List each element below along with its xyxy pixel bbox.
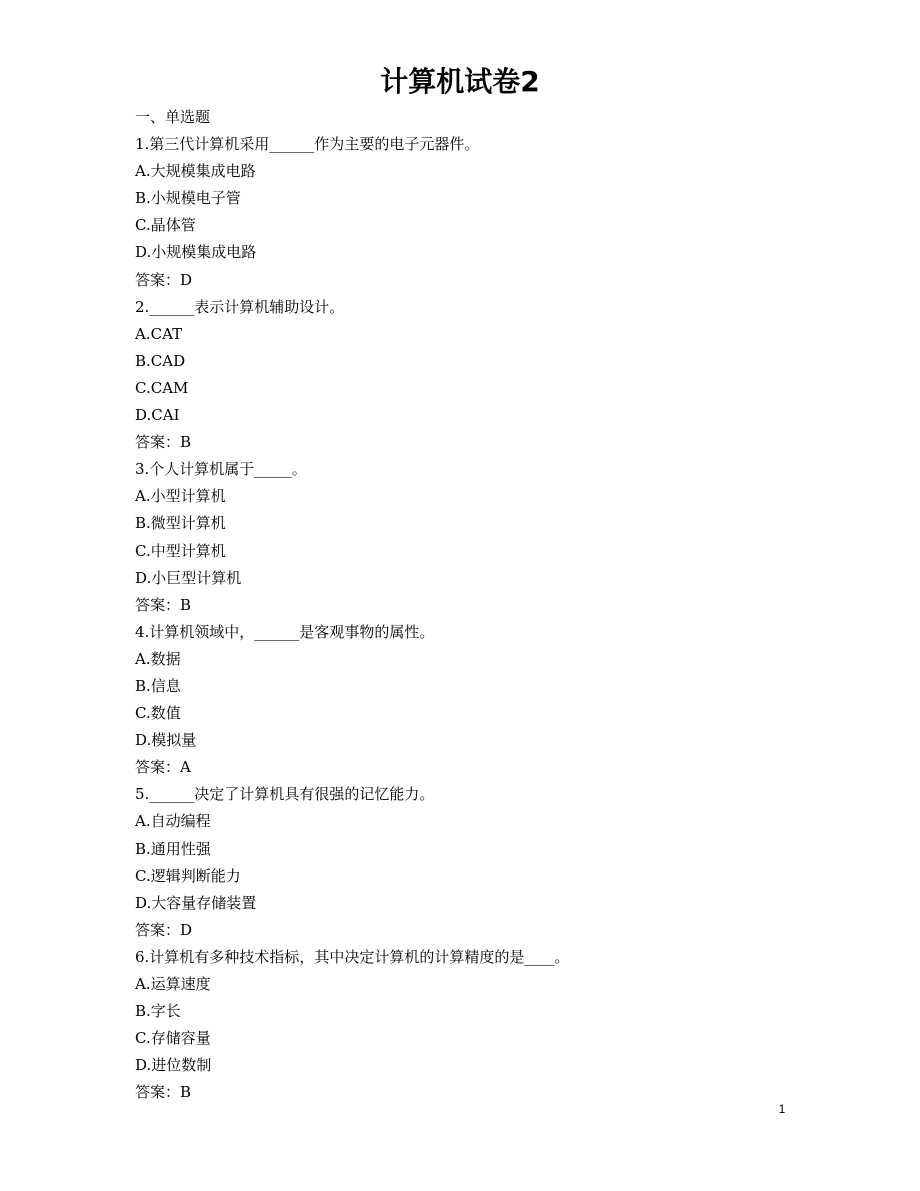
question-block	[135, 131, 795, 294]
answer-key: 答案：A	[135, 758, 191, 777]
answer-option: A.大规模集成电路	[135, 162, 256, 181]
answer-option: B.通用性强	[135, 839, 211, 858]
answer-option: D.模拟量	[135, 731, 197, 750]
question-stem: 5.______决定了计算机具有很强的记忆能力。	[135, 785, 435, 804]
page-number: 1	[778, 1102, 786, 1116]
answer-key: 答案：B	[135, 1083, 192, 1102]
answer-key: 答案：B	[135, 595, 192, 614]
answer-option: D.小巨型计算机	[135, 568, 242, 587]
question-block	[135, 294, 795, 457]
question-block	[135, 456, 795, 619]
answer-option: C.数值	[135, 704, 181, 723]
question-block	[135, 944, 795, 1107]
question-list	[135, 131, 795, 1106]
answer-option: A.CAT	[135, 324, 183, 343]
answer-option: D.CAI	[135, 406, 180, 425]
answer-option: B.CAD	[135, 351, 186, 370]
answer-option: D.大容量存储装置	[135, 893, 257, 912]
answer-key: 答案：D	[135, 920, 193, 939]
answer-key: 答案：B	[135, 433, 192, 452]
answer-option: A.运算速度	[135, 975, 211, 993]
section-heading: 一、单选题	[135, 108, 211, 126]
question-stem: 2.______表示计算机辅助设计。	[135, 297, 345, 316]
question-block	[135, 619, 795, 782]
answer-option: C.中型计算机	[135, 541, 226, 560]
document-title: 计算机试卷2	[380, 65, 540, 98]
question-stem: 4.计算机领域中，______是客观事物的属性。	[135, 622, 435, 641]
answer-option: B.小规模电子管	[135, 189, 241, 208]
question-stem: 6.计算机有多种技术指标，其中决定计算机的计算精度的是____。	[135, 947, 570, 966]
answer-option: B.信息	[135, 676, 181, 695]
answer-option: A.小型计算机	[135, 487, 226, 506]
question-stem: 1.第三代计算机采用______作为主要的电子元器件。	[135, 135, 480, 154]
answer-option: A.数据	[135, 649, 181, 668]
answer-option: D.进位数制	[135, 1056, 212, 1075]
answer-key: 答案：D	[135, 270, 193, 289]
answer-option: B.字长	[135, 1002, 181, 1021]
answer-option: C.晶体管	[135, 216, 196, 235]
question-block	[135, 781, 795, 944]
document-body	[135, 104, 795, 1106]
answer-option: A.自动编程	[135, 812, 211, 831]
question-stem: 3.个人计算机属于_____。	[135, 460, 307, 479]
answer-option: C.CAM	[135, 378, 189, 397]
answer-option: D.小规模集成电路	[135, 243, 257, 262]
answer-option: B.微型计算机	[135, 514, 226, 533]
answer-option: C.逻辑判断能力	[135, 866, 241, 885]
answer-option: C.存储容量	[135, 1029, 211, 1048]
